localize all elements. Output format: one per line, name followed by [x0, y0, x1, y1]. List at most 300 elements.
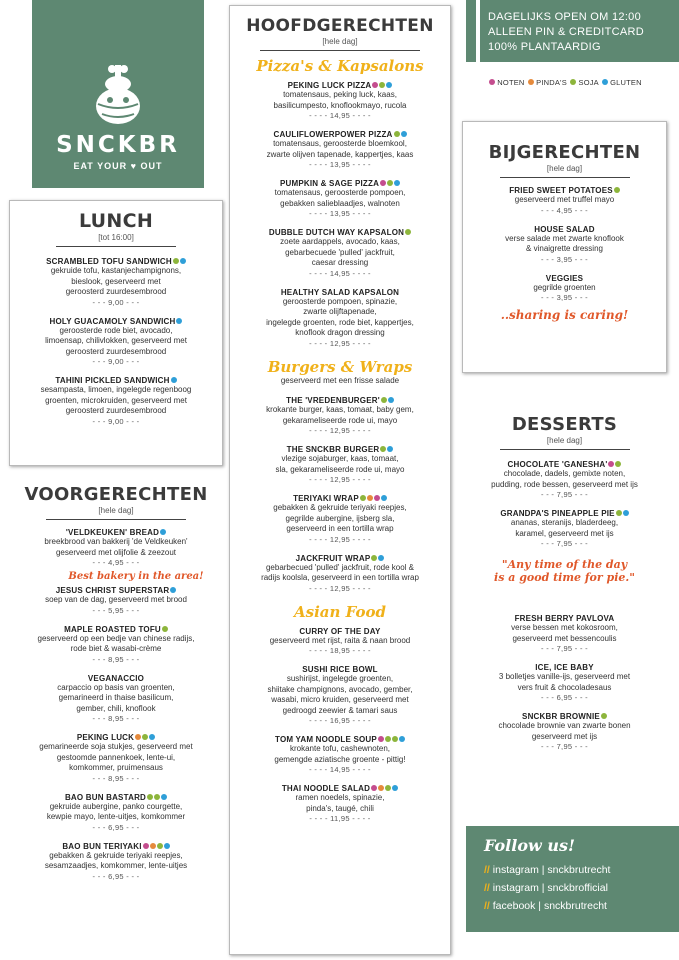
menu-item-desc: gegrilde aubergine, ijsberg sla, [285, 513, 395, 523]
soja-dot-icon [381, 397, 387, 403]
menu-item-price: - - - 9,00 - - - [92, 297, 140, 307]
menu-item-name-text: VEGGIES [545, 273, 584, 283]
soja-dot-icon [387, 180, 393, 186]
menu-item-name [230, 554, 450, 563]
menu-item-price: - - - 4,95 - - - [92, 558, 140, 567]
menu-item-price: - - - 7,95 - - - [541, 644, 588, 653]
apple-brain-icon [88, 62, 148, 130]
menu-item-name [230, 288, 450, 297]
allergen-legend [488, 78, 642, 87]
menu-item-desc: gedroogd zeewier & tamari saus [282, 705, 398, 715]
menu-item-name [230, 627, 450, 636]
menu-item-price: - - - - 14,95 - - - - [309, 268, 371, 278]
soja-dot-icon [614, 187, 620, 193]
gluten-dot-icon [623, 510, 629, 516]
menu-item-desc: geroosterde pompoen, spinazie, [282, 296, 398, 306]
menu-item-name [9, 842, 223, 851]
gluten-dot-icon [164, 843, 170, 849]
menu-item-desc: sesampasta, limoen, ingelegde regenboog [40, 385, 192, 394]
burger-items [230, 396, 450, 594]
legend-pinda: PINDA'S [536, 78, 567, 87]
pizza-heading: Pizza's & Kapsalons [256, 57, 424, 75]
menu-item-price: - - - - 13,95 - - - - [309, 160, 371, 169]
menu-item-desc: chocolade, dadels, gemixte noten, [503, 469, 626, 478]
menu-item-desc: carpaccio op basis van groenten, [57, 682, 175, 692]
menu-item-name [9, 674, 223, 683]
menu-item-name [230, 735, 450, 744]
pizza-items [230, 81, 450, 349]
brand-name: SNCKBR [56, 132, 180, 158]
menu-item-desc: karamel, geserveerd met ijs [515, 528, 614, 538]
menu-item-desc: geroosterd zuurdesembrood [65, 346, 167, 356]
bakery-note: Best bakery in the area! [68, 571, 204, 582]
menu-item-name-text: DUBBLE DUTCH WAY KAPSALON [268, 228, 405, 237]
menu-item-name [9, 586, 223, 595]
menu-item [9, 674, 223, 725]
soja-dot-icon [380, 446, 386, 452]
soja-dot-icon [157, 843, 163, 849]
menu-item-desc: geserveerd in een tortilla wrap [286, 524, 394, 533]
menu-item-name-text: CHOCOLATE 'GANESHA' [507, 460, 608, 469]
menu-item-name-text: MAPLE ROASTED TOFU [64, 624, 161, 634]
menu-item-desc: vlezige sojaburger, kaas, tomaat, [281, 454, 399, 463]
soja-dot-icon [379, 82, 385, 88]
menu-item-name-text: ICE, ICE BABY [535, 663, 594, 672]
menu-item-desc: ananas, steranijs, bladerdeeg, [510, 518, 619, 527]
menu-item-name [230, 130, 450, 139]
menu-item-name-text: THE SNCKBR BURGER [286, 445, 380, 454]
menu-item-desc: verse bessen met kokosroom, [511, 623, 618, 632]
soja-dot-icon [371, 555, 377, 561]
menu-item-desc: gebakken & gekruide teriyaki reepjes, [49, 850, 183, 860]
voorgerechten-items [9, 528, 223, 882]
menu-item-name-text: THAI NOODLE SALAD [281, 784, 371, 793]
menu-item-name [9, 793, 223, 802]
menu-item-name [462, 614, 667, 623]
menu-item-desc: breekbrood van bakkerij 'de Veldkeuken' [44, 537, 188, 546]
info-line-plant: 100% PLANTAARDIG [488, 41, 601, 53]
bijgerechten-items [463, 186, 666, 303]
gluten-dot-icon [161, 794, 167, 800]
gluten-dot-icon [392, 785, 398, 791]
menu-item-desc: geserveerd met ijs [531, 731, 598, 741]
menu-item [462, 663, 667, 703]
menu-item [230, 396, 450, 436]
desserts-section [462, 414, 667, 761]
pinda-dot-icon [135, 734, 141, 740]
menu-item [463, 186, 666, 216]
gluten-dot-icon [399, 736, 405, 742]
menu-item-desc: geserveerd met olijfolie & zeezout [55, 547, 177, 557]
tagline-left: EAT YOUR [73, 161, 128, 171]
info-line-open: DAGELIJKS OPEN OM 12:00 [488, 11, 642, 23]
menu-item-desc: geserveerd met truffel mayo [514, 195, 615, 204]
gluten-dot-icon [387, 446, 393, 452]
desserts-subtitle: [hele dag] [546, 436, 583, 445]
info-panel [480, 0, 679, 62]
legend-soja: SOJA [578, 78, 599, 87]
pie-note-line1: "Any time of the day [501, 558, 628, 571]
hoofdgerechten-subtitle: [hele dag] [322, 37, 358, 46]
menu-item [230, 130, 450, 170]
menu-item-name-text: HEALTHY SALAD KAPSALON [280, 287, 400, 297]
heart-icon: ♥ [130, 161, 138, 171]
soja-dot-icon [570, 79, 576, 85]
menu-item-name [10, 376, 222, 385]
lunch-section [9, 200, 223, 466]
menu-item-desc: chocolade brownie van zwarte bonen [498, 721, 631, 730]
soja-dot-icon [615, 461, 621, 467]
noten-dot-icon [380, 180, 386, 186]
menu-item-name [462, 663, 667, 672]
menu-item-desc: limoensap, chilivlokken, geserveerd met [45, 336, 187, 345]
menu-item-desc: soep van de dag, geserveerd met brood [45, 595, 187, 604]
soja-dot-icon [616, 510, 622, 516]
menu-item [230, 784, 450, 824]
menu-item-price: - - - - 13,95 - - - - [309, 209, 371, 218]
menu-item-name [230, 396, 450, 405]
menu-item-desc: gekruide aubergine, panko courgette, [49, 801, 183, 811]
info-accent-bar [466, 0, 476, 62]
soja-dot-icon [154, 794, 160, 800]
pie-note-line2: is a good time for pie." [494, 571, 635, 584]
pinda-dot-icon [528, 79, 534, 85]
desserts-title: DESSERTS [511, 414, 618, 435]
lunch-items [10, 257, 222, 427]
follow-link-instagram-official[interactable] [484, 879, 679, 897]
menu-item-desc: pudding, rode bessen, geserveerd met ijs [491, 479, 638, 489]
menu-item-desc: kewpie mayo, lente-uitjes, komkommer [46, 812, 186, 821]
menu-item-price: - - - 4,95 - - - [541, 205, 588, 215]
gluten-dot-icon [176, 318, 182, 324]
soja-dot-icon [385, 785, 391, 791]
gluten-dot-icon [171, 377, 177, 383]
menu-item-name-text: SUSHI RICE BOWL [302, 665, 378, 674]
menu-item-price: - - - - 12,95 - - - - [309, 534, 371, 544]
menu-item-desc: rode biet & wasabi-crème [70, 644, 162, 653]
noten-dot-icon [608, 461, 614, 467]
menu-item-name-text: TAHINI PICKLED SANDWICH [55, 376, 170, 385]
menu-item-price: - - - - 11,95 - - - - [309, 814, 371, 823]
menu-item-name-text: PEKING LUCK PIZZA [287, 81, 372, 90]
voorgerechten-subtitle: [hele dag] [98, 506, 134, 515]
noten-dot-icon [374, 495, 380, 501]
menu-item-desc: basilicumpesto, knoflookmayo, rucola [273, 100, 407, 110]
menu-item-desc: gebarbecued 'pulled' jackfruit, rode kool & [265, 562, 415, 572]
menu-item-desc: komkommer, pruimensaus [69, 763, 163, 772]
menu-item [462, 614, 667, 654]
noten-dot-icon [489, 79, 495, 85]
voorgerechten-divider [46, 519, 186, 520]
menu-item-name-text: FRIED SWEET POTATOES [509, 186, 613, 195]
pie-note [462, 558, 667, 584]
menu-item-desc: tomatensaus, geroosterde bloemkool, [273, 139, 407, 148]
soja-dot-icon [405, 229, 411, 235]
menu-item-price: - - - 3,95 - - - [541, 293, 588, 302]
menu-item [230, 445, 450, 485]
menu-item-name-text: SNCKBR BROWNIE [522, 712, 600, 721]
menu-item-price: - - - - 18,95 - - - - [309, 646, 371, 655]
menu-item [463, 225, 666, 265]
noten-dot-icon [371, 785, 377, 791]
menu-item-price: - - - - 14,95 - - - - [309, 765, 371, 774]
menu-item-desc: shiitake champignons, avocado, gember, [267, 684, 413, 694]
menu-item-desc: gebakken salieblaadjes, walnoten [280, 198, 400, 208]
voorgerechten-section [9, 484, 223, 891]
menu-item-price: - - - - 14,95 - - - - [309, 111, 371, 120]
menu-item [230, 735, 450, 775]
menu-item-name-text: SCRAMBLED TOFU SANDWICH [46, 257, 172, 266]
menu-item-name-text: TERIYAKI WRAP [293, 494, 359, 503]
menu-item-desc: zoete aardappels, avocado, kaas, [280, 237, 400, 246]
pinda-dot-icon [378, 785, 384, 791]
legend-noten: NOTEN [497, 78, 525, 87]
asian-items [230, 627, 450, 825]
menu-item-desc: sla, gekarameliseerde rode ui, mayo [275, 464, 405, 474]
menu-item-desc: wasabi, micro kruiden, geserveerd met [271, 695, 409, 704]
menu-item-name-text: FRESH BERRY PAVLOVA [514, 614, 615, 623]
info-line-payment: ALLEEN PIN & CREDITCARD [488, 26, 645, 38]
bijgerechten-section [462, 121, 667, 373]
follow-title: Follow us! [484, 836, 575, 855]
desserts-items [462, 460, 667, 752]
burger-heading: Burgers & Wraps [267, 357, 413, 376]
hoofdgerechten-title: HOOFDGERECHTEN [246, 16, 434, 36]
menu-item-desc: tomatensaus, peking luck, kaas, [283, 90, 397, 99]
menu-item-name [230, 179, 450, 188]
menu-item-desc: gebakken & gekruide teriyaki reepjes, [273, 503, 407, 512]
gluten-dot-icon [386, 82, 392, 88]
follow-section [466, 826, 679, 932]
menu-item-desc: & vinaigrette dressing [526, 244, 603, 253]
menu-item [230, 494, 450, 545]
lunch-title: LUNCH [78, 210, 154, 232]
menu-item-price: - - - 6,95 - - - [92, 871, 140, 881]
menu-item-name [230, 665, 450, 674]
gluten-dot-icon [401, 131, 407, 137]
menu-item-name-text: HOLY GUACAMOLY SANDWICH [49, 316, 176, 326]
menu-item-name [462, 509, 667, 518]
link-text: instagram | snckbrutrecht [492, 864, 611, 876]
soja-dot-icon [385, 736, 391, 742]
menu-item-desc: vers fruit & chocoladesaus [517, 682, 612, 692]
link-text: facebook | snckbrutrecht [492, 900, 607, 912]
menu-item-price: - - - 8,95 - - - [92, 714, 140, 723]
menu-item-desc: gestoomde pannenkoek, lente-ui, [56, 752, 176, 762]
menu-item [230, 179, 450, 219]
soja-dot-icon [601, 713, 607, 719]
menu-item-name [230, 494, 450, 503]
soja-dot-icon [162, 626, 168, 632]
menu-item-desc: knoflook dragon dressing [295, 328, 385, 337]
pinda-dot-icon [367, 495, 373, 501]
info-block [466, 0, 679, 90]
menu-item-name-text: CAULIFLOWERPOWER PIZZA [273, 130, 393, 139]
menu-item-desc: gemengde aziatische groente - pittig! [274, 754, 406, 764]
gluten-dot-icon [381, 495, 387, 501]
noten-dot-icon [143, 843, 149, 849]
menu-item-desc: groenten, microkruiden, geserveerd met [45, 395, 187, 405]
menu-item-price: - - - - 12,95 - - - - [309, 426, 371, 435]
menu-item-name-text: TOM YAM NOODLE SOUP [275, 735, 377, 744]
link-prefix: // [484, 882, 490, 894]
menu-item-desc: zwarte olijftapenade, [303, 307, 377, 316]
menu-item [462, 712, 667, 752]
menu-item [9, 528, 223, 568]
menu-item-price: - - - 7,95 - - - [541, 490, 588, 499]
menu-item-price: - - - 9,00 - - - [92, 416, 140, 426]
soja-dot-icon [360, 495, 366, 501]
menu-item-desc: geserveerd met bessencoulis [512, 633, 617, 643]
menu-item-desc: zwarte olijven tapenade, kappertjes, kaas [266, 149, 414, 159]
menu-item-price: - - - 6,95 - - - [92, 822, 140, 832]
gluten-dot-icon [170, 587, 176, 593]
menu-item-name-text: PUMPKIN & SAGE PIZZA [279, 179, 380, 188]
menu-item-name-text: VEGANACCIO [87, 673, 145, 683]
asian-heading: Asian Food [294, 602, 386, 621]
menu-item-name [463, 225, 666, 234]
gluten-dot-icon [394, 180, 400, 186]
menu-item [10, 376, 222, 427]
menu-item-name [230, 81, 450, 90]
menu-item [230, 81, 450, 121]
menu-item-name [9, 625, 223, 634]
menu-item [230, 665, 450, 726]
follow-link-facebook[interactable] [484, 897, 679, 915]
hoofdgerechten-divider [260, 50, 420, 51]
follow-link-instagram-utrecht[interactable] [484, 861, 679, 879]
menu-item [9, 793, 223, 833]
menu-item-price: - - - - 12,95 - - - - [309, 338, 371, 348]
menu-item [10, 317, 222, 368]
lunch-divider [56, 246, 176, 247]
desserts-divider [500, 449, 630, 450]
menu-item-desc: sesamzaadjes, komkommer, lente-uitjes [44, 861, 188, 870]
menu-item-desc: gegrilde groenten [533, 282, 596, 292]
menu-item-name [462, 460, 667, 469]
noten-dot-icon [378, 736, 384, 742]
menu-item-name-text: 'VELDKEUKEN' BREAD [65, 528, 160, 537]
gluten-dot-icon [602, 79, 608, 85]
menu-item-price: - - - - 12,95 - - - - [309, 475, 371, 484]
gluten-dot-icon [378, 555, 384, 561]
legend-gluten: GLUTEN [610, 78, 642, 87]
menu-item-desc: krokante tofu, cashewnoten, [289, 744, 391, 753]
menu-item-name [230, 228, 450, 237]
menu-item-desc: krokante burger, kaas, tomaat, baby gem, [266, 405, 414, 414]
menu-item-desc: ingelegde groenten, rode biet, kappertjes, [266, 317, 414, 327]
link-prefix: // [484, 864, 490, 876]
menu-item-price: - - - - 16,95 - - - - [309, 716, 371, 725]
menu-item [463, 274, 666, 304]
menu-item-name [462, 712, 667, 721]
menu-item-name [230, 784, 450, 793]
brand-block [32, 0, 204, 188]
menu-item-price: - - - - 12,95 - - - - [309, 583, 371, 593]
menu-item-desc: 3 bolletjes vanille-ijs, geserveerd met [498, 672, 631, 681]
menu-item-price: - - - 8,95 - - - [92, 654, 140, 664]
menu-item-desc: gemarineerd in thaise basilicum, [58, 693, 174, 702]
menu-item-desc: pinda's, taugé, chili [306, 803, 374, 813]
hoofdgerechten-section [229, 5, 451, 955]
soja-dot-icon [147, 794, 153, 800]
soja-dot-icon [392, 736, 398, 742]
menu-item-price: - - - 5,95 - - - [92, 605, 140, 615]
menu-item-name [10, 257, 222, 266]
menu-item-desc: verse salade met zwarte knoflook [505, 233, 624, 243]
menu-item-name-text: THE 'VREDENBURGER' [286, 396, 380, 405]
burger-subheading: geserveerd met een frisse salade [280, 375, 400, 385]
menu-item [10, 257, 222, 308]
soja-dot-icon [142, 734, 148, 740]
link-prefix: // [484, 900, 490, 912]
menu-item-name-text: CURRY OF THE DAY [299, 626, 381, 636]
menu-item [462, 460, 667, 500]
menu-item-desc: gember, chili, knoflook [76, 703, 156, 713]
menu-item-name [463, 274, 666, 283]
gluten-dot-icon [160, 529, 166, 535]
menu-item-name-text: BAO BUN BASTARD [64, 792, 147, 802]
bijgerechten-divider [500, 177, 630, 178]
menu-item-desc: gekarameliseerde rode ui, mayo [282, 415, 398, 425]
menu-item-name-text: JACKFRUIT WRAP [295, 553, 371, 563]
menu-item-desc: geserveerd met rijst, raita & naan brood [269, 635, 411, 645]
menu-item-desc: tomatensaus, geroosterde pompoen, [274, 188, 406, 197]
menu-item-desc: geroosterd zuurdesembrood [65, 406, 167, 415]
tagline-right: OUT [140, 161, 163, 171]
lunch-subtitle: [tot 16:00] [98, 233, 134, 242]
soja-dot-icon [394, 131, 400, 137]
menu-item-price: - - - 3,95 - - - [541, 254, 588, 264]
brand-tagline [32, 161, 204, 171]
menu-item-name [9, 733, 223, 742]
menu-item-price: - - - 6,95 - - - [541, 693, 588, 702]
menu-item-desc: geroosterd zuurdesembrood [65, 287, 167, 296]
menu-item-desc: radijs koolsla, geserveerd in een tortilla wrap [261, 573, 419, 582]
menu-item-desc: ramen noedels, spinazie, [295, 793, 385, 802]
menu-item-price: - - - 9,00 - - - [92, 357, 140, 366]
menu-item-price: - - - 7,95 - - - [541, 539, 588, 548]
menu-item [230, 554, 450, 594]
gluten-dot-icon [180, 258, 186, 264]
noten-dot-icon [372, 82, 378, 88]
menu-item-desc: gebarbecuede 'pulled' jackfruit, [285, 247, 395, 257]
pinda-dot-icon [150, 843, 156, 849]
menu-item-name-text: PEKING LUCK [76, 733, 135, 742]
menu-item-name [463, 186, 666, 195]
menu-item [9, 842, 223, 882]
soja-dot-icon [173, 258, 179, 264]
menu-item-desc: geroosterde rode biet, avocado, [59, 325, 173, 335]
menu-item [9, 625, 223, 665]
menu-item-desc: gekruide tofu, kastanjechampignons, [50, 266, 182, 275]
gluten-dot-icon [149, 734, 155, 740]
menu-item-desc: caesar dressing [311, 258, 369, 267]
gluten-dot-icon [388, 397, 394, 403]
bijgerechten-title: BIJGERECHTEN [488, 142, 641, 163]
menu-item-name [10, 317, 222, 326]
menu-item-desc: sushirijst, ingelegde groenten, [286, 674, 394, 683]
menu-item [230, 288, 450, 349]
menu-item-desc: gemarineerde soja stukjes, geserveerd met [39, 742, 193, 751]
menu-item [9, 733, 223, 784]
link-text: instagram | snckbrofficial [492, 882, 608, 894]
menu-item-name-text: JESUS CHRIST SUPERSTAR [55, 586, 170, 595]
menu-item-price: - - - 7,95 - - - [541, 742, 588, 751]
menu-item-price: - - - 8,95 - - - [92, 773, 140, 783]
menu-item-desc: bieslook, geserveerd met [71, 276, 161, 286]
menu-item-desc: geserveerd op een bedje van chinese radijs, [37, 633, 195, 643]
